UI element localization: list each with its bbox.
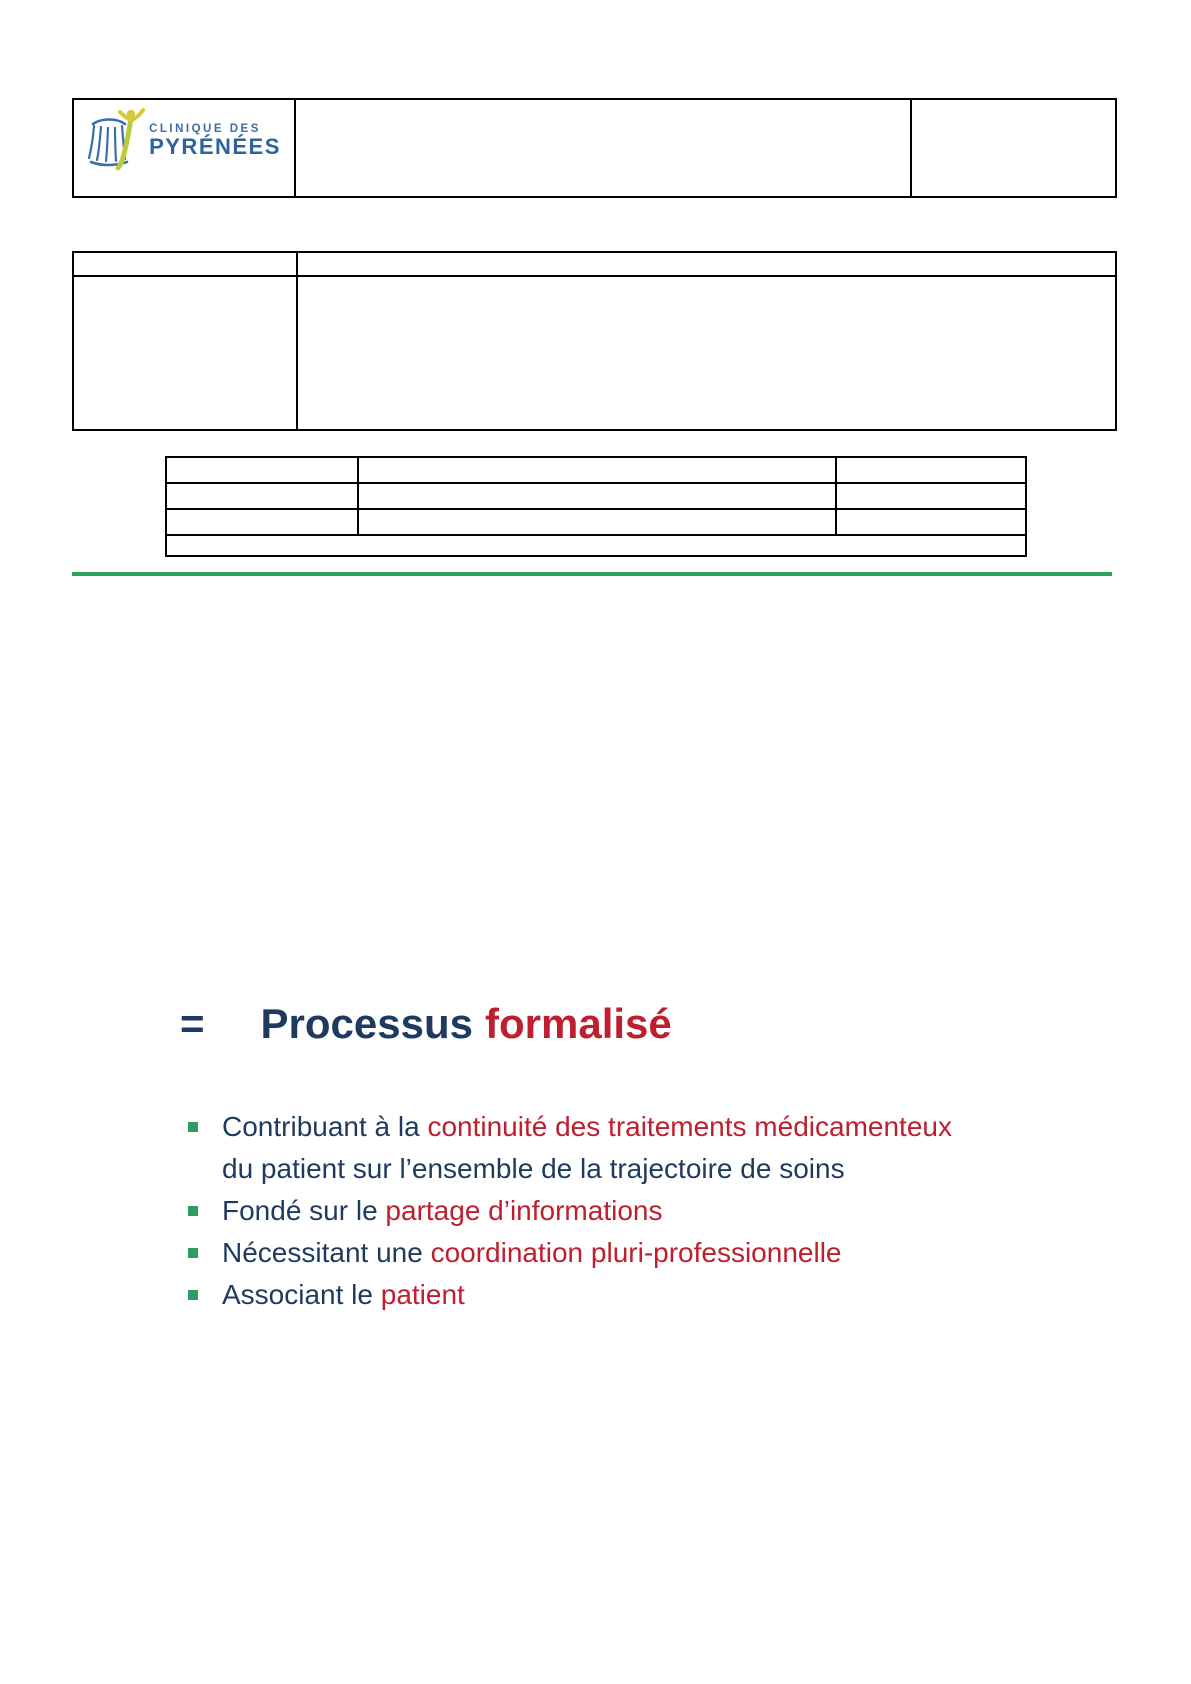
bullet-item (188, 1106, 1048, 1190)
bullet-navy-text: Contribuant à la (222, 1111, 428, 1142)
clinic-name-bottom: PYRÉNÉES (149, 134, 281, 160)
bullet-item (188, 1190, 1048, 1232)
header-reference-cell (912, 100, 1115, 196)
version-cell (358, 483, 836, 509)
bullet-navy-text: Nécessitant une (222, 1237, 431, 1268)
green-divider-line (72, 572, 1112, 576)
slide-heading (180, 1000, 672, 1048)
header-title-cell (296, 100, 912, 196)
version-cell (358, 509, 836, 535)
bullet-navy-text: Fondé sur le (222, 1195, 386, 1226)
clinic-logo-text (149, 123, 281, 158)
clinic-logo (87, 106, 281, 177)
header-table (72, 98, 1117, 198)
clinic-logo-icon (87, 106, 145, 177)
bullet-text (222, 1106, 952, 1190)
heading-navy-text: Processus (260, 1000, 473, 1047)
version-cell (836, 483, 1026, 509)
equals-sign: = (180, 1000, 205, 1047)
doc-info-body-right-cell (297, 276, 1116, 430)
bullet-navy-text: Associant le (222, 1279, 381, 1310)
bullet-text (222, 1190, 662, 1232)
version-cell (836, 457, 1026, 483)
version-table-row (166, 457, 1026, 483)
bullet-square-icon (188, 1206, 198, 1216)
doc-info-header-row (73, 252, 1116, 276)
bullet-red-text: continuité des traitements médicamenteux (427, 1111, 952, 1142)
bullet-item (188, 1274, 1048, 1316)
version-table-row (166, 483, 1026, 509)
bullet-text (222, 1232, 842, 1274)
version-cell (358, 457, 836, 483)
header-logo-cell (74, 100, 296, 196)
bullet-red-text: partage d’informations (385, 1195, 663, 1226)
slide-bullet-list (188, 1106, 1048, 1316)
version-cell (166, 483, 358, 509)
version-table-row (166, 509, 1026, 535)
doc-info-table (72, 251, 1117, 431)
version-cell (166, 457, 358, 483)
bullet-square-icon (188, 1122, 198, 1132)
version-table (165, 456, 1027, 557)
bullet-item (188, 1232, 1048, 1274)
bullet-line2-text: du patient sur l’ensemble de la trajectoire de soins (222, 1153, 845, 1184)
version-cell (836, 509, 1026, 535)
heading-red-text: formalisé (485, 1000, 672, 1047)
bullet-square-icon (188, 1248, 198, 1258)
bullet-text (222, 1274, 465, 1316)
doc-info-body-left-cell (73, 276, 297, 430)
bullet-red-text: patient (380, 1279, 465, 1310)
version-cell (166, 509, 358, 535)
bullet-square-icon (188, 1290, 198, 1300)
bullet-red-text: coordination pluri-professionnelle (430, 1237, 842, 1268)
doc-info-header-right-cell (297, 252, 1116, 276)
version-footer-cell (166, 535, 1026, 556)
doc-info-body-row (73, 276, 1116, 430)
clinic-name-top: CLINIQUE DES (149, 123, 261, 136)
doc-info-header-left-cell (73, 252, 297, 276)
version-table-footer-row (166, 535, 1026, 556)
